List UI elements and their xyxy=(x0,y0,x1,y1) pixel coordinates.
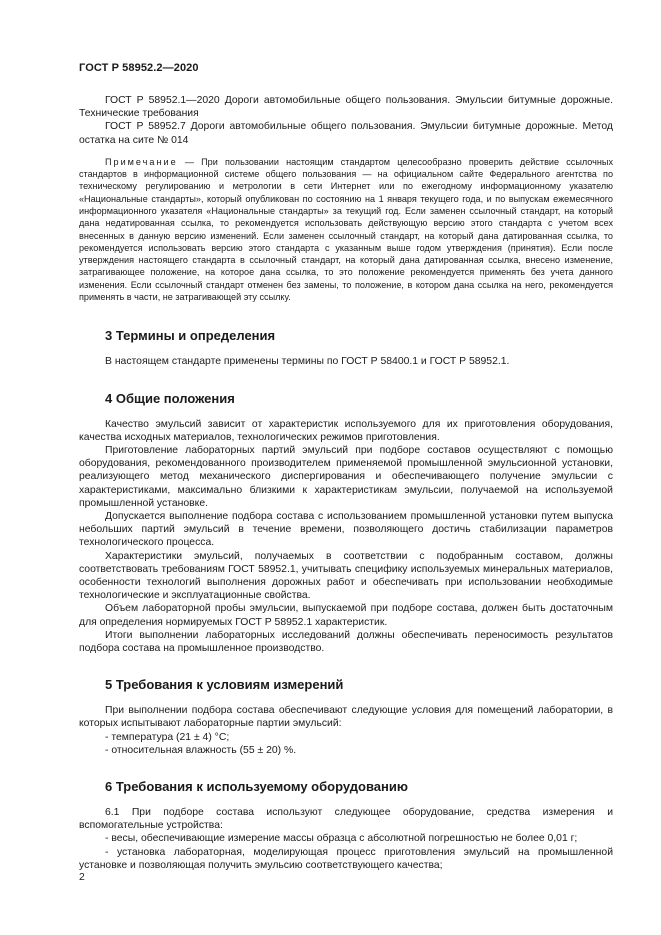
section-6-title: 6 Требования к используемому оборудованию xyxy=(105,779,408,795)
note-paragraph xyxy=(79,156,613,304)
section-4-paragraph: Допускается выполнение подбора состава с использованием промышленной установки путем выпуска небольших партий эмульсий в течение времени, позволяющего достичь стабилизации параметров технологического процесса. xyxy=(79,511,613,549)
section-5-list-item: - температура (21 ± 4) °С; xyxy=(105,731,230,743)
section-3-text: В настоящем стандарте применены термины по ГОСТ Р 58400.1 и ГОСТ Р 58952.1. xyxy=(105,356,510,368)
section-4-paragraph: Качество эмульсий зависит от характеристик используемого для их приготовления оборудования, качества исходных материалов, технологических режимов приготовления. xyxy=(79,418,613,443)
section-4-paragraph: Объем лабораторной пробы эмульсии, выпускаемой при подборе состава, должен быть достаточным для определения нормируемых ГОСТ Р 58952.1 характеристик. xyxy=(79,603,613,628)
reference-1: ГОСТ Р 58952.1—2020 Дороги автомобильные общего пользования. Эмульсии битумные дорожные. Технические требования xyxy=(79,95,613,120)
section-5-title: 5 Требования к условиям измерений xyxy=(105,677,344,693)
section-5-intro: При выполнении подбора состава обеспечивают следующие условия для помещений лаборатории, в которых испытывают лабораторные партии эмульсий: xyxy=(79,705,613,730)
page-number: 2 xyxy=(79,872,85,883)
section-3-title: 3 Термины и определения xyxy=(105,328,276,344)
section-6-list-item: - установка лабораторная, моделирующая процесс приготовления эмульсий на промышленной установке и позволяющая получить эмульсию соответствующего качества; xyxy=(79,846,613,871)
section-5-list-item: - относительная влажность (55 ± 20) %. xyxy=(105,744,297,756)
section-4-paragraph: Приготовление лабораторных партий эмульсий при подборе составов осуществляют с помощью оборудования, рекомендованного производителем применяемой промышленной эмульсионной установки, реализующего метод механического диспергирования и обеспечивающего получение эмульсии с характеристиками, максимально близкими к характеристикам эмульсии, получаемой на используемой промышленной установке. xyxy=(79,444,613,509)
note-text: — При пользовании настоящим стандартом целесообразно проверить действие ссылочных стандартов в информационной системе общего пользования — на официальном сайте Федерального агентства по техническому регулированию и метрологии в сети Интернет или по ежегодному информационному указателю «Национальные стандарты», который опубликован по состоянию на 1 января текущего года, и по выпускам ежемесячного информационного указателя «Национальные стандарты» за текущий год. Если заменен ссылочный стандарт, на который дана недатированная ссылка, то рекомендуется использовать действующую версию этого стандарта с учетом всех внесенных в данную версию изменений. Если заменен ссылочный стандарт, на который дана датированная ссылка, то рекомендуется использовать версию этого стандарта с указанным выше годом утверждения (принятия). Если после утверждения настоящего стандарта в ссылочный стандарт, на который дана датированная ссылка, внесено изменение, затрагивающее положение, на которое дана ссылка, то это положение рекомендуется применять без учета данного изменения. Если ссылочный стандарт отменен без замены, то положение, в котором дана ссылка на него, рекомендуется применять в части, не затрагивающей эту ссылку. xyxy=(79,156,613,303)
section-6-intro: 6.1 При подборе состава используют следующее оборудование, средства измерения и вспомогательные устройства: xyxy=(79,807,613,832)
document-body xyxy=(79,94,613,872)
reference-2: ГОСТ Р 58952.7 Дороги автомобильные общего пользования. Эмульсии битумные дорожные. Метод остатка на сите № 014 xyxy=(79,121,613,146)
section-6-list-item: - весы, обеспечивающие измерение массы образца с абсолютной погрешностью не более 0,01 г; xyxy=(105,833,578,845)
section-4-paragraph: Итоги выполнении лабораторных исследований должны обеспечивать переносимость результатов подбора состава на промышленное производство. xyxy=(79,629,613,655)
standard-code-header: ГОСТ Р 58952.2—2020 xyxy=(79,62,199,74)
section-4-paragraph: Характеристики эмульсий, получаемых в соответствии с подобранным составом, должны соответствовать требованиям ГОСТ 58952.1, учитывать специфику используемых минеральных материалов, особенности технологий выполнения дорожных работ и обеспечивать при использовании необходимые технологические и эксплуатационные свойства. xyxy=(79,550,613,602)
section-4-title: 4 Общие положения xyxy=(105,390,235,406)
note-label: Примечание xyxy=(105,156,178,167)
